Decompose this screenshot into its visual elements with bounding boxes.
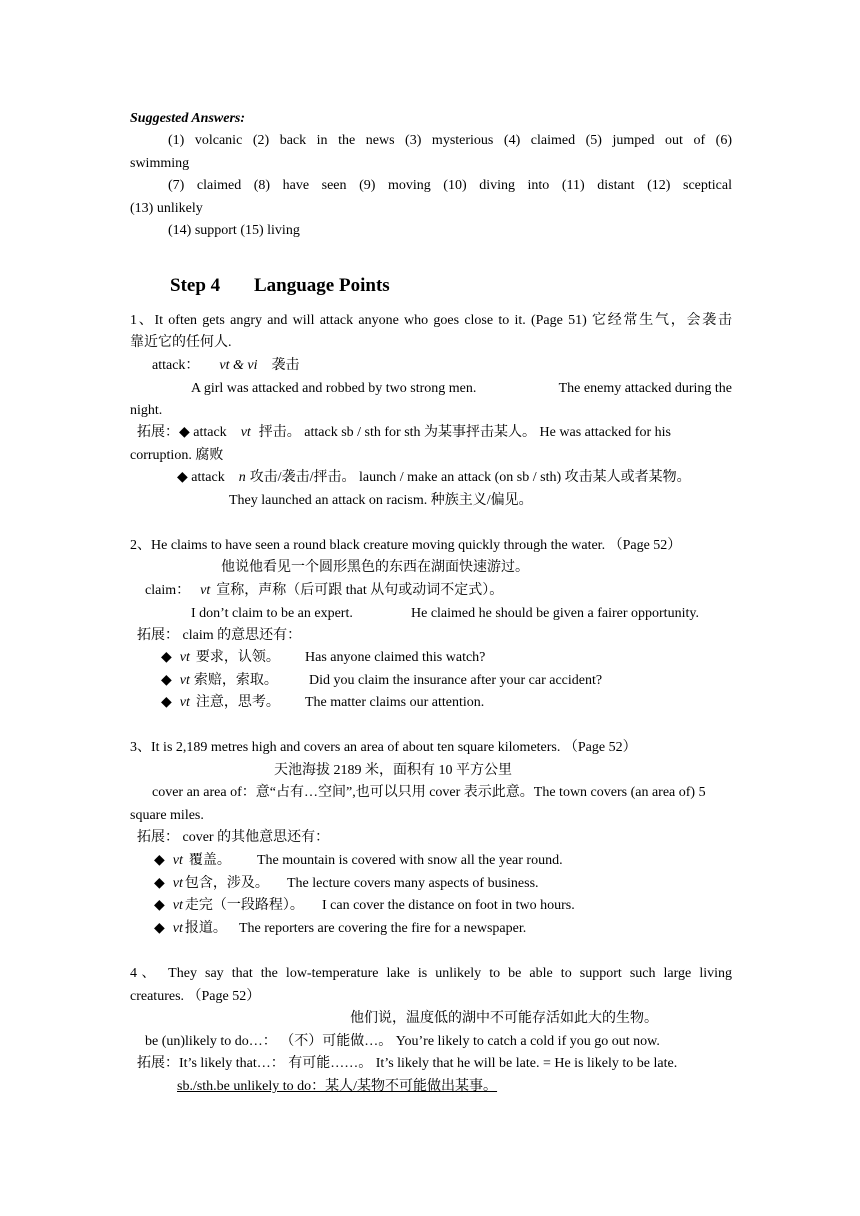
- item-meaning: 索赔，索取。: [193, 673, 278, 688]
- point-3-extension-example: I can cover the distance on foot in two hours.: [322, 898, 575, 913]
- step-title: Language Points: [254, 275, 390, 296]
- point-1-example-2b: night.: [130, 403, 163, 418]
- point-2-extension-label: 拓展： claim 的意思还有：: [137, 628, 302, 643]
- part-of-speech: vt: [240, 425, 251, 440]
- point-2-extension-item: [161, 672, 278, 690]
- point-4-sentence-b: creatures. （Page 52）: [130, 989, 261, 1004]
- bullet-diamond-icon: ◆: [154, 876, 165, 891]
- answers-line-2: (7) claimed (8) have seen (9) moving (10) diving into (11) distant (12) sceptical: [168, 178, 732, 193]
- item-meaning: 走完（一段路程）。: [184, 898, 304, 913]
- point-1-example-1: A girl was attacked and robbed by two strong men.: [191, 381, 477, 396]
- point-2-translation: 他说他看见一个圆形黑色的东西在湖面快速游过。: [221, 560, 529, 575]
- point-1-translation: 靠近它的任何人.: [130, 335, 232, 350]
- point-1-extension-1: [137, 424, 732, 442]
- bullet-diamond-icon: ◆: [161, 673, 172, 688]
- extension-text: 抨击。 attack sb / sth for sth 为某事抨击某人。 He was attacked for his: [258, 425, 671, 440]
- part-of-speech: vt: [172, 876, 183, 891]
- point-3-definition: cover an area of：意“占有…空间”,也可以只用 cover 表示此意。The town covers (an area of) 5: [152, 785, 706, 800]
- item-meaning: 报道。: [184, 921, 227, 936]
- point-3-extension-label: 拓展： cover 的其他意思还有：: [137, 830, 330, 845]
- answers-line-1: (1) volcanic (2) back in the news (3) mysterious (4) claimed (5) jumped out of (6): [168, 133, 732, 148]
- point-3-sentence: 3、It is 2,189 metres high and covers an area of about ten square kilometers. （Page 52）: [130, 740, 637, 755]
- part-of-speech: vt: [172, 853, 183, 868]
- point-4-definition: be (un)likely to do…： （不）可能做…。 You’re likely to catch a cold if you go out now.: [145, 1034, 660, 1049]
- point-2-sentence: 2、He claims to have seen a round black creature moving quickly through the water. （Page 52）: [130, 538, 682, 553]
- point-2-extension-item: [161, 649, 280, 667]
- point-1-extension-1b: corruption. 腐败: [130, 448, 224, 463]
- point-3-extension-example: The lecture covers many aspects of business.: [287, 876, 539, 891]
- point-3-extension-example: The reporters are covering the fire for a newspaper.: [239, 921, 527, 936]
- point-1-definition: [152, 357, 300, 375]
- point-2-extension-item: [161, 694, 280, 712]
- point-3-extension-item: [154, 897, 304, 915]
- point-2-extension-example: Did you claim the insurance after your car accident?: [309, 673, 603, 688]
- item-meaning: 注意，思考。: [195, 695, 280, 710]
- point-3-translation: 天池海拔 2189 米，面积有 10 平方公里: [274, 763, 512, 778]
- part-of-speech: vt: [179, 650, 190, 665]
- answers-line-1b: swimming: [130, 156, 190, 171]
- part-of-speech: vt: [179, 695, 190, 710]
- extension-text: 攻击/袭击/抨击。 launch / make an attack (on sb / sth) 攻击某人或者某物。: [249, 470, 691, 485]
- part-of-speech: vt & vi: [219, 358, 258, 373]
- point-2-definition: [145, 582, 503, 600]
- definition-meaning: 宣称，声称（后可跟 that 从句或动词不定式）。: [216, 583, 504, 598]
- point-2-example-2: He claimed he should be given a fairer opportunity.: [411, 606, 699, 621]
- part-of-speech: vt: [172, 921, 183, 936]
- item-meaning: 要求，认领。: [195, 650, 280, 665]
- item-meaning: 包含，涉及。: [184, 876, 269, 891]
- answers-line-3: (14) support (15) living: [168, 223, 300, 238]
- definition-meaning: 袭击: [271, 358, 300, 373]
- bullet-diamond-icon: ◆: [161, 695, 172, 710]
- definition-word: attack：: [152, 358, 200, 373]
- definition-word: claim：: [145, 583, 191, 598]
- point-3-extension-example: The mountain is covered with snow all the year round.: [257, 853, 563, 868]
- point-2-extension-example: Has anyone claimed this watch?: [305, 650, 486, 665]
- point-2-example-1: I don’t claim to be an expert.: [191, 606, 353, 621]
- point-1-extension-example: They launched an attack on racism. 种族主义/偏见。: [229, 493, 533, 508]
- suggested-answers-heading: Suggested Answers:: [130, 111, 246, 126]
- extension-prefix: ◆ attack: [177, 470, 225, 485]
- point-1-example-2: The enemy attacked during the: [558, 381, 732, 396]
- point-4-extension: 拓展：It’s likely that…： 有可能……。 It’s likely that he will be late. = He is likely to be late.: [137, 1056, 678, 1071]
- step-label: Step 4: [170, 275, 221, 296]
- point-3-extension-item: [154, 920, 227, 938]
- point-1-sentence: 1、It often gets angry and will attack anyone who goes close to it. (Page 51) 它经常生气，会袭击: [130, 313, 732, 328]
- point-2-extension-example: The matter claims our attention.: [305, 695, 485, 710]
- point-3-definition-b: square miles.: [130, 808, 204, 823]
- extension-prefix: 拓展：◆ attack: [137, 425, 227, 440]
- bullet-diamond-icon: ◆: [154, 853, 165, 868]
- part-of-speech: vt: [200, 583, 211, 598]
- part-of-speech: vt: [172, 898, 183, 913]
- bullet-diamond-icon: ◆: [161, 650, 172, 665]
- answers-line-2b: (13) unlikely: [130, 201, 203, 216]
- item-meaning: 覆盖。: [188, 853, 231, 868]
- bullet-diamond-icon: ◆: [154, 921, 165, 936]
- part-of-speech: n: [238, 470, 246, 485]
- point-4-translation: 他们说，温度低的湖中不可能存活如此大的生物。: [350, 1011, 658, 1026]
- part-of-speech: vt: [179, 673, 190, 688]
- point-1-extension-2: [177, 469, 691, 487]
- bullet-diamond-icon: ◆: [154, 898, 165, 913]
- point-4-sentence: 4、 They say that the low-temperature lake is unlikely to be able to support such large living: [130, 966, 732, 981]
- point-4-underlined-note: sb./sth.be unlikely to do：某人/某物不可能做出某事。: [177, 1079, 498, 1094]
- point-3-extension-item: [154, 875, 269, 893]
- point-3-extension-item: [154, 852, 231, 870]
